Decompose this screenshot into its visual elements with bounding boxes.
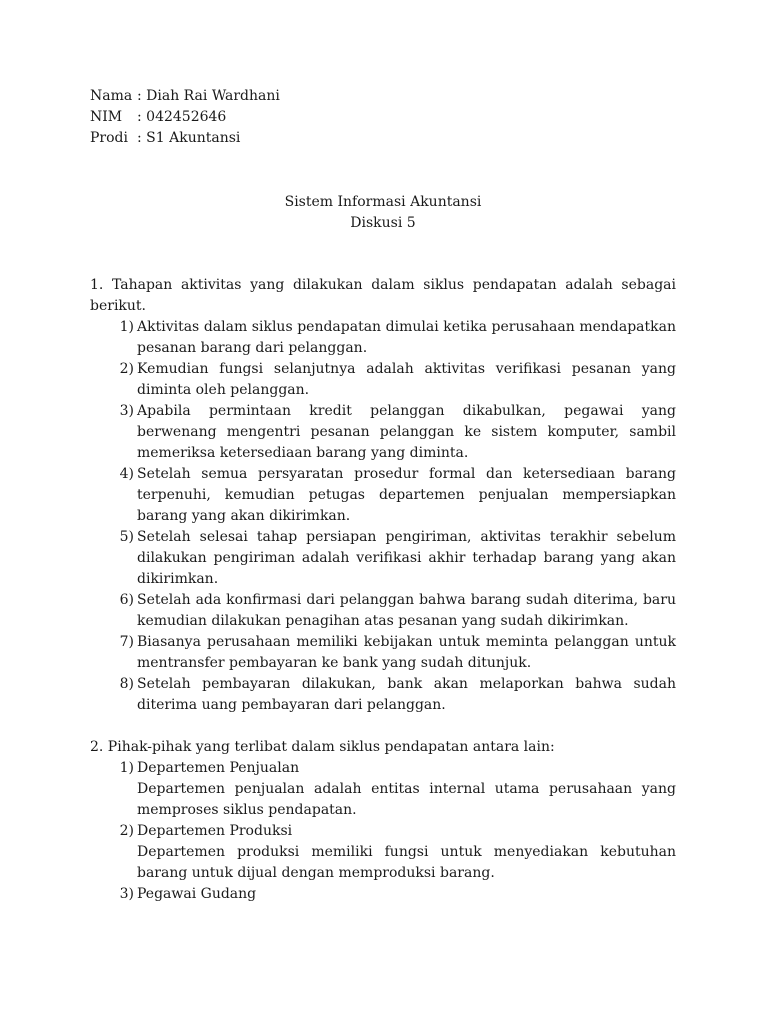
question-2-intro: 2. Pihak-pihak yang terlibat dalam siklus pendapatan antara lain: xyxy=(90,739,555,755)
list-item-text: Biasanya perusahaan memiliki kebijakan untuk meminta pelanggan untuk mentransfer pembayaran ke bank yang sudah ditunjuk. xyxy=(137,634,676,671)
list-item xyxy=(90,527,676,590)
list-item-title: Departemen Produksi xyxy=(137,823,293,839)
nim-label: NIM xyxy=(90,109,123,125)
list-item-number: 1) xyxy=(119,319,134,335)
list-item-text: Aktivitas dalam siklus pendapatan dimulai ketika perusahaan mendapatkan pesanan barang dari pelanggan. xyxy=(137,319,676,356)
question-1-intro: 1. Tahapan aktivitas yang dilakukan dalam siklus pendapatan adalah sebagai berikut. xyxy=(90,277,676,314)
list-item-description: Departemen produksi memiliki fungsi untuk menyediakan kebutuhan barang untuk dijual dengan memproduksi barang. xyxy=(137,844,676,881)
list-item-text: Kemudian fungsi selanjutnya adalah aktivitas verifikasi pesanan yang diminta oleh pelanggan. xyxy=(137,361,676,398)
title-line-1: Sistem Informasi Akuntansi xyxy=(284,194,482,210)
list-item xyxy=(90,884,676,905)
title-line-2: Diskusi 5 xyxy=(350,215,416,231)
list-item-text: Setelah semua persyaratan prosedur formal dan ketersediaan barang terpenuhi, kemudian petugas departemen penjualan mempersiapkan barang yang akan dikirimkan. xyxy=(137,466,676,524)
list-item xyxy=(90,317,676,359)
list-item-body xyxy=(137,884,676,905)
student-info xyxy=(90,86,280,149)
list-item-title: Pegawai Gudang xyxy=(137,886,257,902)
prodi-value: : S1 Akuntansi xyxy=(137,130,241,146)
nim-value: : 042452646 xyxy=(137,109,227,125)
list-item xyxy=(90,401,676,464)
list-item-number: 6) xyxy=(119,592,134,608)
prodi-label: Prodi xyxy=(90,130,128,146)
list-item-number: 3) xyxy=(119,403,134,419)
list-item-body xyxy=(137,758,676,821)
list-item-number: 7) xyxy=(119,634,134,650)
list-item xyxy=(90,758,676,821)
nim-row xyxy=(90,107,280,128)
list-item-number: 2) xyxy=(119,823,134,839)
list-item-number: 8) xyxy=(119,676,134,692)
list-item xyxy=(90,464,676,527)
list-item-text: Apabila permintaan kredit pelanggan dikabulkan, pegawai yang berwenang mengentri pesanan pelanggan ke sistem komputer, sambil memeriksa ketersediaan barang yang diminta. xyxy=(137,403,676,461)
list-item-text: Setelah pembayaran dilakukan, bank akan melaporkan bahwa sudah diterima uang pembayaran dari pelanggan. xyxy=(137,676,676,713)
nama-row xyxy=(90,86,280,107)
question-2-list xyxy=(90,758,676,905)
list-item xyxy=(90,632,676,674)
list-item xyxy=(90,590,676,632)
list-item-number: 3) xyxy=(119,886,134,902)
list-item-number: 2) xyxy=(119,361,134,377)
list-item-number: 5) xyxy=(119,529,134,545)
question-1-list xyxy=(90,317,676,716)
prodi-row xyxy=(90,128,280,149)
list-item-text: Setelah ada konfirmasi dari pelanggan bahwa barang sudah diterima, baru kemudian dilakukan penagihan atas pesanan yang sudah dikirimkan. xyxy=(137,592,676,629)
paragraph-spacer xyxy=(90,716,676,737)
list-item xyxy=(90,821,676,884)
list-item-description: Departemen penjualan adalah entitas internal utama perusahaan yang memproses siklus pendapatan. xyxy=(137,781,676,818)
list-item xyxy=(90,359,676,401)
nama-value: : Diah Rai Wardhani xyxy=(137,88,280,104)
list-item-text: Setelah selesai tahap persiapan pengiriman, aktivitas terakhir sebelum dilakukan pengiriman adalah verifikasi akhir terhadap barang yang akan dikirimkan. xyxy=(137,529,676,587)
list-item-number: 4) xyxy=(119,466,134,482)
nama-label: Nama xyxy=(90,88,133,104)
list-item-title: Departemen Penjualan xyxy=(137,760,300,776)
document-body xyxy=(90,275,676,905)
list-item xyxy=(90,674,676,716)
list-item-number: 1) xyxy=(119,760,134,776)
document-title xyxy=(90,192,676,234)
list-item-body xyxy=(137,821,676,884)
